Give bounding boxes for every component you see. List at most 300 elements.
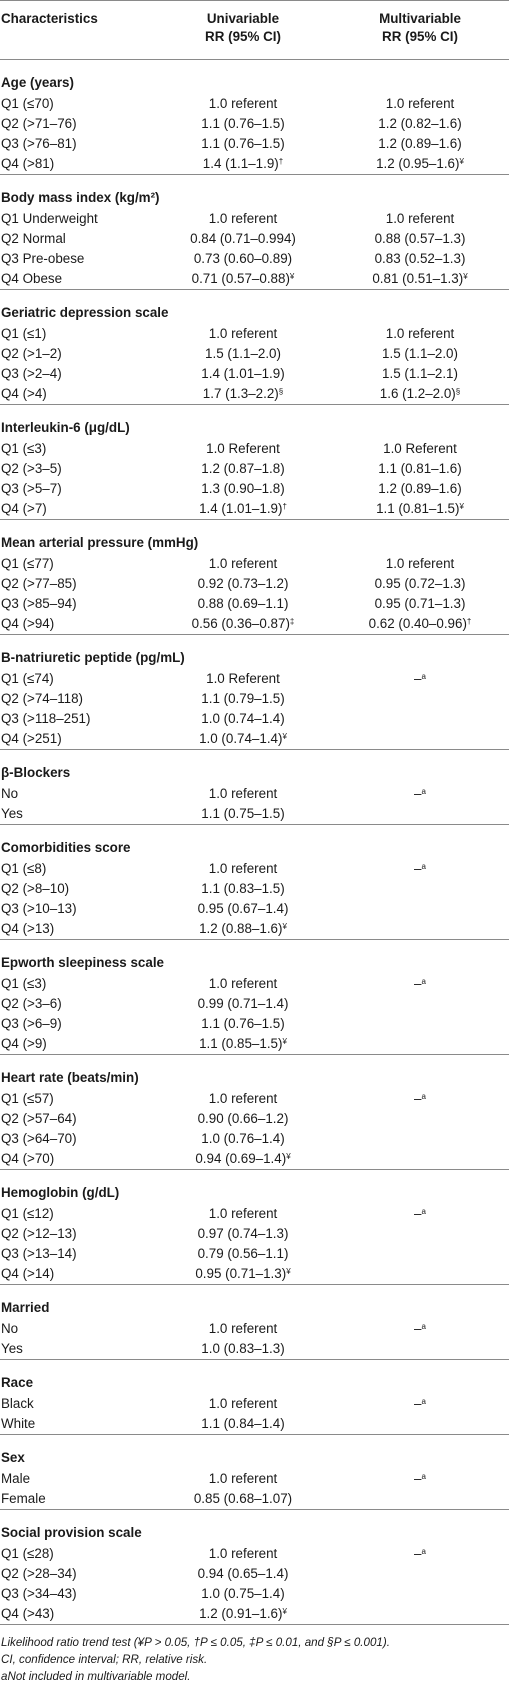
multivariable-value: 0.95 (0.71–1.3) [374,596,466,611]
multivariable-value: 1.1 (0.81–1.5) [376,501,460,516]
row-label: Q1 (≤3) [1,976,47,991]
univariable-cell [155,554,331,574]
row-label: Q2 (>3–6) [1,996,62,1011]
table-row [0,554,509,574]
row-label: Q1 Underweight [1,211,98,226]
univariable-value: 0.73 (0.60–0.89) [193,251,293,266]
table-row [0,344,509,364]
univariable-cell [155,574,331,594]
multivariable-cell [331,269,509,290]
univariable-value: 1.1 (0.76–1.5) [201,1016,285,1031]
multivariable-cell [331,974,509,994]
footnote-abbreviations [1,1651,509,1668]
multivariable-footnote-marker: † [466,617,472,626]
univariable-cell [155,994,331,1014]
multivariable-value: – [414,1091,422,1106]
multivariable-cell [331,1584,509,1604]
univariable-cell [155,669,331,689]
row-label: Q4 (>9) [1,1036,47,1051]
row-label: Q2 (>77–85) [1,576,77,591]
multivariable-cell [331,879,509,899]
multivariable-cell [331,804,509,825]
univariable-value: 1.5 (1.1–2.0) [205,346,281,361]
row-label: Q2 (>8–10) [1,881,70,896]
univariable-cell [155,709,331,729]
univariable-value: 1.0 referent [208,1471,278,1486]
table-row [0,689,509,709]
table-row [0,499,509,520]
multivariable-footnote-marker: a [421,672,426,681]
univariable-value: 0.94 (0.69–1.4) [195,1151,287,1166]
table-row [0,1339,509,1360]
table-row [0,1544,509,1564]
univariable-cell [155,364,331,384]
multivariable-footnote-marker: a [421,1092,426,1101]
multivariable-value: – [414,1321,422,1336]
multivariable-value: – [414,861,422,876]
multivariable-cell [331,1089,509,1109]
section-title: Social provision scale [0,1510,509,1545]
row-label: Q2 Normal [1,231,66,246]
univariable-cell [155,1489,331,1510]
multivariable-cell [331,1469,509,1489]
table-row [0,879,509,899]
multivariable-header-line2: RR (95% CI) [382,29,458,44]
multivariable-value: 0.62 (0.40–0.96) [368,616,467,631]
row-label: Q1 (≤70) [1,96,54,111]
multivariable-footnote-marker: a [421,1207,426,1216]
multivariable-cell [331,344,509,364]
univariable-value: 1.2 (0.88–1.6) [199,921,283,936]
univariable-footnote-marker: ¥ [282,922,287,931]
univariable-cell [155,324,331,344]
univariable-value: 1.0 referent [208,96,278,111]
univariable-value: 1.0 referent [208,556,278,571]
section-title: Mean arterial pressure (mmHg) [0,520,509,555]
univariable-cell [155,209,331,229]
univariable-footnote-marker: † [282,502,287,511]
row-label: Q4 (>4) [1,386,47,401]
row-label: Q1 (≤3) [1,441,47,456]
multivariable-value: 1.0 referent [385,556,455,571]
section-header-row [0,290,509,325]
characteristics-header-label: Characteristics [1,11,98,26]
multivariable-cell [331,1224,509,1244]
univariable-cell [155,1109,331,1129]
multivariable-cell [331,1204,509,1224]
univariable-cell [155,1149,331,1170]
univariable-value: 0.90 (0.66–1.2) [197,1111,289,1126]
multivariable-cell [331,574,509,594]
univariable-value: 1.0 referent [208,861,278,876]
univariable-value: 1.1 (0.79–1.5) [201,691,285,706]
table-row [0,919,509,940]
univariable-cell [155,1394,331,1414]
table-row [0,594,509,614]
table-row [0,1224,509,1244]
univariable-value: 1.1 (0.75–1.5) [201,806,285,821]
table-row [0,114,509,134]
univariable-footnote-marker: ‡ [289,617,295,626]
row-label: Q4 (>70) [1,1151,55,1166]
univariable-cell [155,1034,331,1055]
multivariable-cell [331,1129,509,1149]
multivariable-cell [331,994,509,1014]
multivariable-cell [331,364,509,384]
univariable-cell [155,479,331,499]
multivariable-value: 1.5 (1.1–2.1) [382,366,458,381]
univariable-cell [155,94,331,114]
row-label: Q4 Obese [1,271,63,286]
multivariable-value: – [414,671,422,686]
section-header-row [0,635,509,670]
section-header-row [0,405,509,440]
univariable-value: 1.1 (0.85–1.5) [199,1036,283,1051]
section-header-row [0,940,509,975]
section-header-row [0,1360,509,1395]
multivariable-cell [331,1149,509,1170]
univariable-footnote-marker: § [278,387,284,396]
table-row [0,364,509,384]
section-header-row [0,175,509,210]
multivariable-value: 1.0 referent [385,211,455,226]
multivariable-value: – [414,786,422,801]
univariable-footnote-marker: ¥ [286,1267,291,1276]
univariable-value: 1.0 (0.74–1.4) [199,731,283,746]
table-row [0,94,509,114]
univariable-value: 1.0 (0.76–1.4) [201,1131,285,1146]
univariable-value: 1.1 (0.83–1.5) [201,881,285,896]
univariable-value: 1.0 Referent [206,671,280,686]
multivariable-header-line1: Multivariable [379,11,461,26]
table-row [0,1394,509,1414]
univariable-header-line1: Univariable [206,11,280,26]
univariable-cell [155,784,331,804]
multivariable-cell [331,154,509,175]
row-label: Q3 (>5–7) [1,481,62,496]
row-label: Q2 (>57–64) [1,1111,77,1126]
multivariable-footnote-marker: a [421,862,426,871]
row-label: Q3 (>118–251) [1,711,91,726]
row-label: Black [1,1396,34,1411]
multivariable-cell [331,114,509,134]
table-row [0,994,509,1014]
univariable-cell [155,1564,331,1584]
multivariable-cell [331,1604,509,1624]
table-body [0,60,509,1625]
row-label: Q1 (≤77) [1,556,54,571]
row-label: Q3 (>2–4) [1,366,62,381]
univariable-value: 1.3 (0.90–1.8) [201,481,285,496]
row-label: Yes [1,1341,23,1356]
multivariable-value: – [414,976,422,991]
multivariable-value: 1.0 referent [385,326,455,341]
table-row [0,974,509,994]
row-label: Q3 (>85–94) [1,596,77,611]
section-title: Sex [0,1435,509,1470]
univariable-value: 0.99 (0.71–1.4) [197,996,289,1011]
multivariable-cell [331,784,509,804]
table-row [0,1469,509,1489]
univariable-cell [155,804,331,825]
multivariable-cell [331,384,509,405]
table-row [0,859,509,879]
multivariable-footnote-marker: a [421,1322,426,1331]
table-footnotes [0,1624,509,1685]
univariable-cell [155,919,331,940]
row-label: Q1 (≤12) [1,1206,54,1221]
row-label: Q4 (>251) [1,731,62,746]
section-title: Age (years) [1,75,74,90]
section-header-row [0,1055,509,1090]
univariable-value: 0.92 (0.73–1.2) [197,576,289,591]
univariable-value: 1.7 (1.3–2.2) [202,386,279,401]
table-row [0,574,509,594]
section-title: Interleukin-6 (μg/dL) [0,405,509,440]
row-label: Yes [1,806,23,821]
table-row [0,669,509,689]
multivariable-footnote-marker: a [421,787,426,796]
multivariable-cell [331,249,509,269]
univariable-value: 1.4 (1.1–1.9) [202,156,279,171]
multivariable-cell [331,689,509,709]
univariable-value: 1.0 referent [208,1206,278,1221]
univariable-value: 0.71 (0.57–0.88) [191,271,290,286]
row-label: Q2 (>28–34) [1,1566,77,1581]
multivariable-footnote-marker: a [421,1547,426,1556]
multivariable-cell [331,669,509,689]
multivariable-cell [331,499,509,520]
row-label: Q3 (>6–9) [1,1016,62,1031]
multivariable-cell [331,209,509,229]
univariable-value: 1.0 referent [208,211,278,226]
table-row [0,1584,509,1604]
row-label: Q4 (>14) [1,1266,55,1281]
multivariable-cell [331,594,509,614]
multivariable-value: – [414,1471,422,1486]
univariable-cell [155,229,331,249]
multivariable-cell [331,1319,509,1339]
table-row [0,1034,509,1055]
multivariable-value: 1.0 referent [385,96,455,111]
univariable-cell [155,1319,331,1339]
row-label: Q4 (>94) [1,616,55,631]
univariable-cell [155,114,331,134]
univariable-header [155,1,331,60]
row-label: Male [1,1471,31,1486]
row-label: No [1,786,19,801]
univariable-cell [155,859,331,879]
univariable-cell [155,879,331,899]
multivariable-footnote-marker: a [421,1397,426,1406]
multivariable-value: 1.1 (0.81–1.6) [378,461,462,476]
univariable-value: 0.94 (0.65–1.4) [197,1566,289,1581]
footnote-not-included-text: aNot included in multivariable model. [1,1670,191,1683]
table-row [0,154,509,175]
univariable-cell [155,1264,331,1285]
multivariable-value: 1.2 (0.95–1.6) [376,156,460,171]
multivariable-footnote-marker: a [421,977,426,986]
univariable-cell [155,459,331,479]
row-label: Q1 (≤28) [1,1546,54,1561]
univariable-value: 1.0 referent [208,786,278,801]
row-label: Q3 (>10–13) [1,901,77,916]
multivariable-cell [331,459,509,479]
univariable-value: 1.0 referent [208,1321,278,1336]
multivariable-value: 0.88 (0.57–1.3) [374,231,466,246]
univariable-value: 1.1 (0.76–1.5) [201,116,285,131]
characteristics-header [0,1,155,60]
multivariable-cell [331,919,509,940]
univariable-header-line2: RR (95% CI) [205,29,281,44]
section-title: Heart rate (beats/min) [0,1055,509,1090]
multivariable-footnote-marker: ¥ [463,272,468,281]
multivariable-cell [331,554,509,574]
univariable-value: 1.0 (0.74–1.4) [201,711,285,726]
univariable-value: 0.85 (0.68–1.07) [193,1491,293,1506]
section-title: Body mass index (kg/m²) [0,175,509,210]
section-title: Comorbidities score [0,825,509,860]
multivariable-footnote-marker: a [421,1472,426,1481]
row-label: Q3 (>13–14) [1,1246,77,1261]
section-header-row [0,750,509,785]
univariable-value: 1.4 (1.01–1.9) [199,501,283,516]
multivariable-footnote-marker: ¥ [459,502,464,511]
row-label: Q3 (>76–81) [1,136,77,151]
section-title: B-natriuretic peptide (pg/mL) [0,635,509,670]
section-header-row [0,60,509,95]
row-label: No [1,1321,19,1336]
multivariable-cell [331,134,509,154]
univariable-value: 1.2 (0.87–1.8) [201,461,285,476]
multivariable-value: – [414,1396,422,1411]
table-row [0,1109,509,1129]
multivariable-value: 1.0 Referent [383,441,457,456]
univariable-cell [155,899,331,919]
univariable-cell [155,269,331,290]
univariable-cell [155,594,331,614]
univariable-cell [155,1339,331,1360]
table-row [0,459,509,479]
univariable-value: 1.2 (0.91–1.6) [199,1606,283,1621]
multivariable-value: 0.95 (0.72–1.3) [374,576,466,591]
univariable-footnote-marker: ¥ [286,1152,291,1161]
univariable-cell [155,1414,331,1435]
row-label: Q4 (>13) [1,921,55,936]
section-header-row [0,1285,509,1320]
univariable-value: 0.95 (0.67–1.4) [197,901,289,916]
row-label: Q4 (>81) [1,156,55,171]
multivariable-cell [331,1109,509,1129]
multivariable-value: 1.5 (1.1–2.0) [382,346,458,361]
univariable-cell [155,614,331,635]
multivariable-cell [331,1014,509,1034]
multivariable-value: 1.6 (1.2–2.0) [379,386,456,401]
table-row [0,729,509,750]
multivariable-footnote-marker: ¥ [459,157,464,166]
table-row [0,439,509,459]
section-header-row [0,1435,509,1470]
multivariable-cell [331,1034,509,1055]
section-header-row [0,1510,509,1545]
univariable-value: 1.0 referent [208,1396,278,1411]
table-row [0,614,509,635]
univariable-cell [155,1204,331,1224]
table-row [0,1564,509,1584]
univariable-cell [155,499,331,520]
section-title: Race [0,1360,509,1395]
multivariable-cell [331,1544,509,1564]
multivariable-value: 1.2 (0.89–1.6) [378,481,462,496]
multivariable-value: 1.2 (0.82–1.6) [378,116,462,131]
table-row [0,899,509,919]
table-row [0,269,509,290]
row-label: Q2 (>74–118) [1,691,84,706]
table-row [0,209,509,229]
row-label: Q2 (>3–5) [1,461,62,476]
multivariable-cell [331,899,509,919]
table-row [0,1244,509,1264]
footnote-trend-test [1,1634,509,1651]
row-label: Q3 (>64–70) [1,1131,77,1146]
multivariable-cell [331,1339,509,1360]
row-label: Q3 (>34–43) [1,1586,77,1601]
multivariable-cell [331,614,509,635]
section-title: Married [0,1285,509,1320]
table-row [0,1319,509,1339]
row-label: Q2 (>12–13) [1,1226,77,1241]
univariable-value: 1.1 (0.84–1.4) [201,1416,285,1431]
univariable-footnote-marker: † [278,157,284,166]
section-title: Epworth sleepiness scale [0,940,509,975]
univariable-value: 1.0 referent [208,1091,278,1106]
univariable-cell [155,439,331,459]
multivariable-header [331,1,509,60]
table-row [0,229,509,249]
multivariable-cell [331,1244,509,1264]
row-label: Q4 (>43) [1,1606,55,1621]
univariable-cell [155,249,331,269]
table-row [0,134,509,154]
univariable-value: 0.88 (0.69–1.1) [197,596,289,611]
multivariable-cell [331,1394,509,1414]
table-row [0,1149,509,1170]
table-row [0,384,509,405]
table-row [0,1414,509,1435]
section-title: Hemoglobin (g/dL) [0,1170,509,1205]
section-title: Geriatric depression scale [0,290,509,325]
multivariable-cell [331,94,509,114]
table-row [0,324,509,344]
univariable-value: 1.0 (0.75–1.4) [201,1586,285,1601]
univariable-cell [155,1129,331,1149]
univariable-footnote-marker: ¥ [282,1607,287,1616]
univariable-value: 1.1 (0.76–1.5) [201,136,285,151]
section-header-row [0,825,509,860]
univariable-cell [155,1244,331,1264]
multivariable-cell [331,1489,509,1510]
row-label: Q1 (≤8) [1,861,47,876]
row-label: White [1,1416,36,1431]
univariable-footnote-marker: ¥ [282,732,287,741]
row-label: Q3 Pre-obese [1,251,85,266]
multivariable-cell [331,479,509,499]
univariable-value: 0.97 (0.74–1.3) [197,1226,289,1241]
row-label: Q1 (≤74) [1,671,54,686]
table-row [0,1489,509,1510]
section-header-row [0,520,509,555]
multivariable-cell [331,729,509,750]
